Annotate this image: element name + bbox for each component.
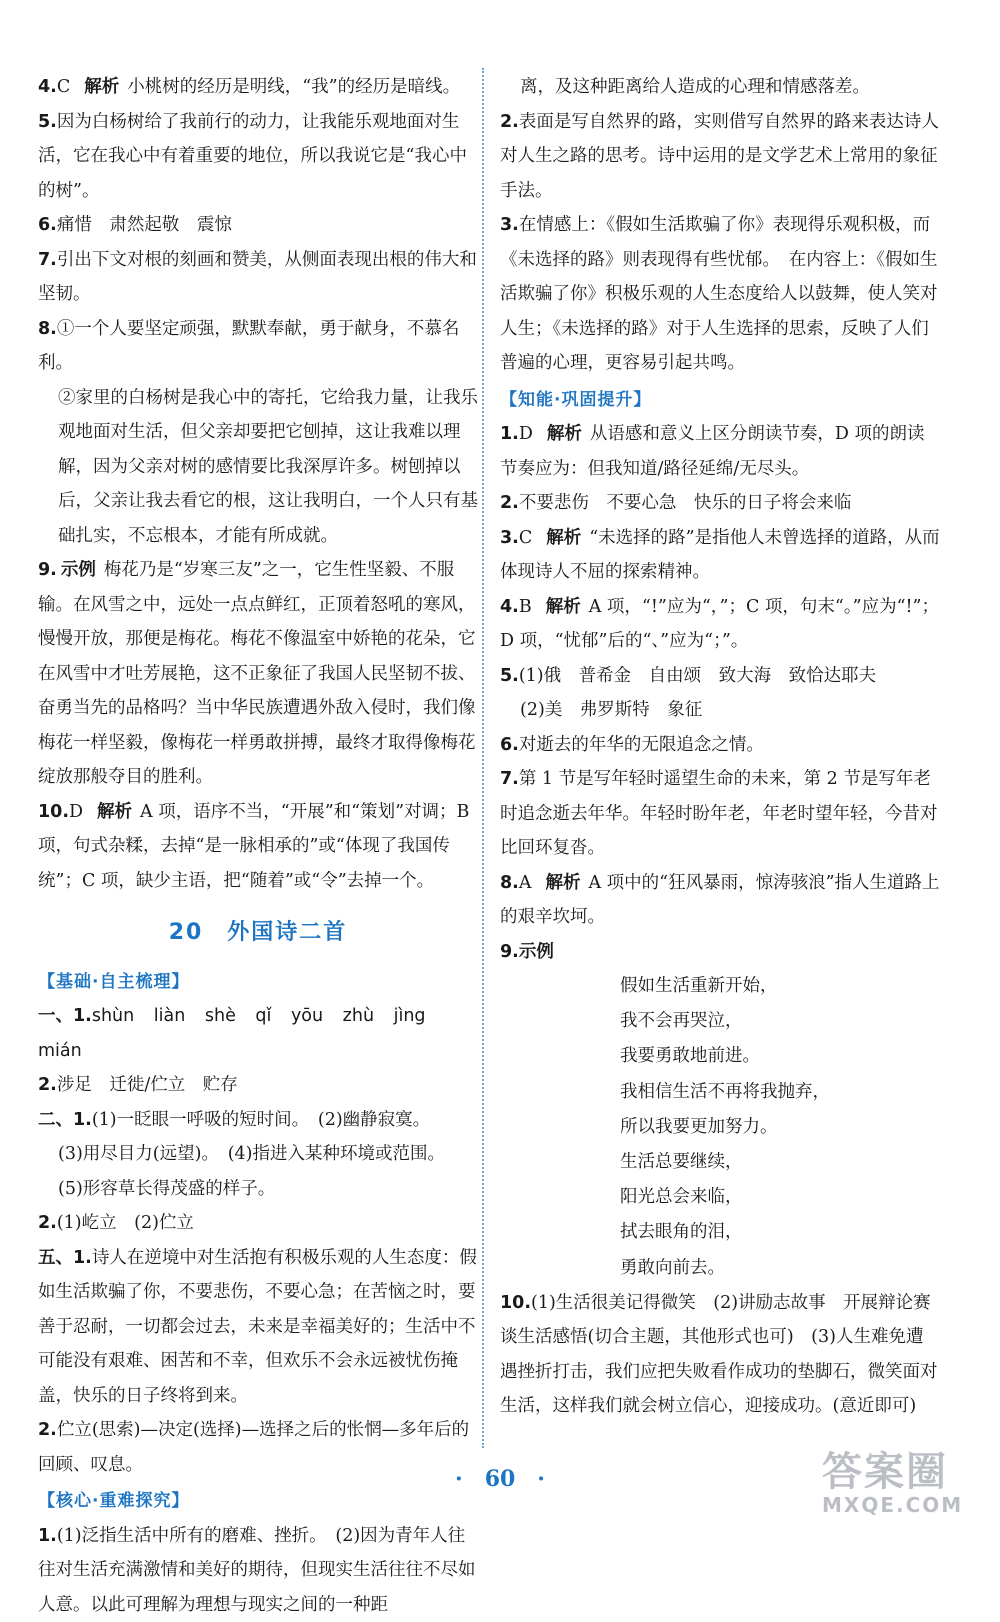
sample-poem: [500, 969, 940, 1286]
poem-line: 阳光总会来临，: [620, 1180, 940, 1215]
answer-7: 7.引出下文对根的刻画和赞美，从侧面表现出根的伟大和坚韧。: [38, 243, 478, 312]
answer-9: 9. 示例 梅花乃是“岁寒三友”之一，它生性坚毅、不服输。在风雪之中，远处一点点鲜红，正顶着怒吼的寒风，慢慢开放，那便是梅花。梅花不像温室中娇艳的花朵，它在风雪中才吐芳展艳，这不正象征了我国人民坚韧不拔、奋勇当先的品格吗？当中华民族遭遇外敌入侵时，我们像梅花一样坚毅，像梅花一样勇敢拼搏，最终才取得像梅花绽放那般夺目的胜利。: [38, 553, 478, 795]
page-number: · 60 ·: [0, 1462, 1000, 1493]
basics-3-line-2: (3)用尽目力(远望)。 (4)指进入某种环境或范围。: [38, 1137, 478, 1172]
core-3: 3.在情感上：《假如生活欺骗了你》表现得乐观积极，而《未选择的路》则表现得有些忧郁。 在内容上：《假如生活欺骗了你》积极乐观的人生态度给人以鼓舞，使人笑对人生；《未选择的路》对于人生选择的思索，反映了人们普遍的心理，更容易引起共鸣。: [500, 208, 940, 381]
watermark-url: MXQE.COM: [822, 1494, 982, 1516]
poem-line: 勇敢向前去。: [620, 1251, 940, 1286]
left-column: [38, 70, 478, 1622]
column-divider: [482, 68, 484, 1448]
poem-line: 拭去眼角的泪，: [620, 1215, 940, 1250]
practice-5: 5.(1)俄 普希金 自由颂 致大海 致恰达耶夫: [500, 659, 940, 694]
section-heading-practice: 【知能·巩固提升】: [500, 383, 940, 418]
practice-9: 9.示例: [500, 935, 940, 970]
basics-6: 2.伫立(思索)—决定(选择)—选择之后的怅惘—多年后的回顾、叹息。: [38, 1413, 478, 1482]
basics-3-line-3: (5)形容草长得茂盛的样子。: [38, 1172, 478, 1207]
poem-line: 生活总要继续，: [620, 1145, 940, 1180]
poem-line: 我相信生活不再将我抛弃，: [620, 1075, 940, 1110]
basics-2: 2.涉足 迁徙/伫立 贮存: [38, 1068, 478, 1103]
practice-3: 3.C 解析 “未选择的路”是指他人未曾选择的道路，从而体现诗人不屈的探索精神。: [500, 521, 940, 590]
lesson-title: 20 外国诗二首: [38, 916, 478, 951]
basics-5: 五、1.诗人在逆境中对生活抱有积极乐观的人生态度：假如生活欺骗了你，不要悲伤，不要心急；在苦恼之时，要善于忍耐，一切都会过去，未来是幸福美好的；生活中不可能没有艰难、困苦和不幸，但欢乐不会永远被忧伤掩盖，快乐的日子终将到来。: [38, 1241, 478, 1414]
watermark-logo: [822, 1450, 982, 1512]
practice-4: 4.B 解析 A 项，“!”应为“，”；C 项，句末“。”应为“!”；D 项，“忧郁”后的“、”应为“；”。: [500, 590, 940, 659]
practice-1: 1.D 解析 从语感和意义上区分朗读节奏，D 项的朗读节奏应为：但我知道/路径延绵/无尽头。: [500, 417, 940, 486]
section-heading-core: 【核心·重难探究】: [38, 1484, 478, 1519]
practice-2: 2.不要悲伤 不要心急 快乐的日子将会来临: [500, 486, 940, 521]
poem-line: 我不会再哭泣，: [620, 1004, 940, 1039]
section-heading-basics: 【基础·自主梳理】: [38, 965, 478, 1000]
basics-3: 二、1.(1)一眨眼一呼吸的短时间。 (2)幽静寂寞。: [38, 1103, 478, 1138]
answer-5: 5.因为白杨树给了我前行的动力，让我能乐观地面对生活，它在我心中有着重要的地位，所以我说它是“我心中的树”。: [38, 105, 478, 209]
poem-line: 我要勇敢地前进。: [620, 1039, 940, 1074]
core-2: 2.表面是写自然界的路，实则借写自然界的路来表达诗人对人生之路的思考。诗中运用的是文学艺术上常用的象征手法。: [500, 105, 940, 209]
core-1: 1.(1)泛指生活中所有的磨难、挫折。 (2)因为青年人往往对生活充满激情和美好的期待，但现实生活往往不尽如人意。以此可理解为理想与现实之间的一种距: [38, 1519, 478, 1622]
answer-8-part-2: ②家里的白杨树是我心中的寄托，它给我力量，让我乐观地面对生活，但父亲却要把它刨掉，这让我难以理解，因为父亲对树的感情要比我深厚许多。树刨掉以后，父亲让我去看它的根，这让我明白，一个人只有基础扎实，不忘根本，才能有所成就。: [38, 381, 478, 554]
answer-4: 4.C 解析 小桃树的经历是明线，“我”的经历是暗线。: [38, 70, 478, 105]
core-1-continued: 离，及这种距离给人造成的心理和情感落差。: [500, 70, 940, 105]
basics-4: 2.(1)屹立 (2)伫立: [38, 1206, 478, 1241]
basics-1: 一、1.shùn liàn shè qǐ yōu zhù jìng mián: [38, 999, 478, 1068]
poem-line: 假如生活重新开始，: [620, 969, 940, 1004]
practice-6: 6.对逝去的年华的无限追念之情。: [500, 728, 940, 763]
practice-7: 7.第 1 节是写年轻时遥望生命的未来，第 2 节是写年老时追念逝去年华。年轻时盼年老，年老时望年轻，今昔对比回环复沓。: [500, 762, 940, 866]
practice-10: 10.(1)生活很美记得微笑 (2)讲励志故事 开展辩论赛 谈生活感悟(切合主题，其他形式也可) (3)人生难免遭遇挫折打击，我们应把失败看作成功的垫脚石，微笑面对生活，这样我们就会树立信心，迎接成功。(意近即可): [500, 1286, 940, 1424]
practice-8: 8.A 解析 A 项中的“狂风暴雨，惊涛骇浪”指人生道路上的艰辛坎坷。: [500, 866, 940, 935]
poem-line: 所以我要更加努力。: [620, 1110, 940, 1145]
answer-8: 8.①一个人要坚定顽强，默默奉献，勇于献身，不慕名利。: [38, 312, 478, 381]
watermark-text: 答案圈: [822, 1450, 982, 1494]
practice-5-line-2: (2)美 弗罗斯特 象征: [500, 693, 940, 728]
answer-10: 10.D 解析 A 项，语序不当，“开展”和“策划”对调；B 项，句式杂糅，去掉“是一脉相承的”或“体现了我国传统”；C 项，缺少主语，把“随着”或“令”去掉一个。: [38, 795, 478, 899]
answer-6: 6.痛惜 肃然起敬 震惊: [38, 208, 478, 243]
right-column: [500, 70, 940, 1424]
